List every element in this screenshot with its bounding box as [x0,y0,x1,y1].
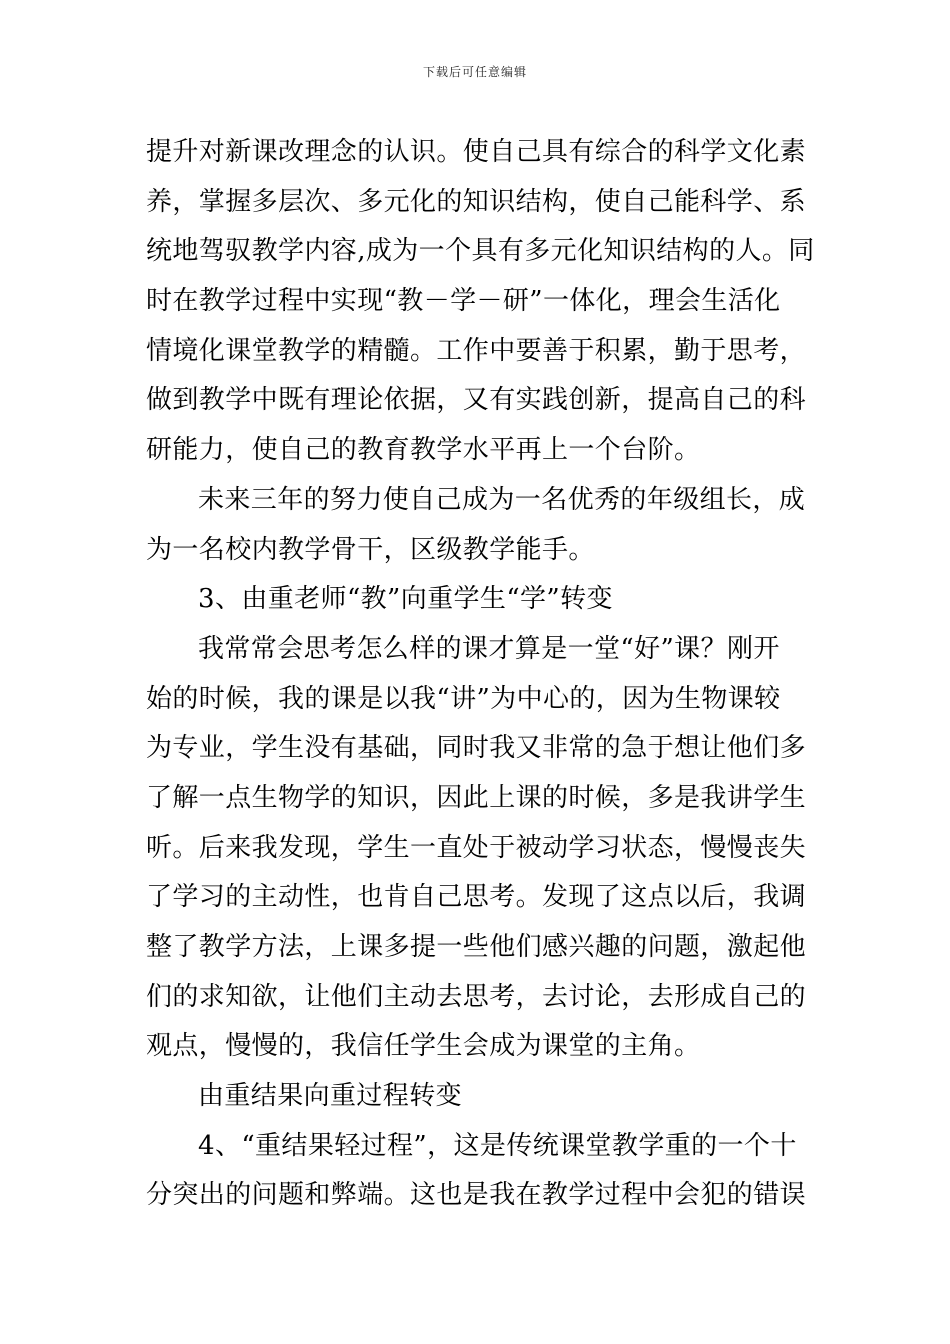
document-body [146,128,815,1221]
text-line: 情境化课堂教学的精髓。工作中要善于积累，勤于思考， [146,335,807,366]
text-line: 始的时候，我的课是以我“讲”为中心的，因为生物课较 [146,683,781,714]
text-line: 们的求知欲，让他们主动去思考，去讨论，去形成自己的 [146,981,807,1012]
text-line: 养，掌握多层次、多元化的知识结构，使自己能科学、系 [146,186,807,217]
text-line: 为专业，学生没有基础，同时我又非常的急于想让他们多 [146,733,807,764]
text-line: 时在教学过程中实现“教－学－研”一体化，理会生活化 [146,286,781,317]
text-line: 分突出的问题和弊端。这也是我在教学过程中会犯的错误 [146,1180,807,1211]
text-line: 统地驾驭教学内容,成为一个具有多元化知识结构的人。同 [146,236,815,267]
page-header: 下载后可任意编辑 [422,65,527,79]
paragraph-first-line: 未来三年的努力使自己成为一名优秀的年级组长，成 [198,484,806,515]
paragraph-first-line: 我常常会思考怎么样的课才算是一堂“好”课？刚开 [198,633,780,664]
text-line: 提升对新课改理念的认识。使自己具有综合的科学文化素 [146,137,807,167]
section-heading: 3、由重老师“教”向重学生“学”转变 [198,584,613,615]
section-heading: 由重结果向重过程转变 [198,1081,463,1112]
text-line: 了解一点生物学的知识，因此上课的时候，多是我讲学生 [146,782,807,813]
text-line: 观点，慢慢的，我信任学生会成为课堂的主角。 [146,1031,701,1062]
text-line: 做到教学中既有理论依据，又有实践创新，提高自己的科 [146,385,807,416]
text-line: 为一名校内教学骨干，区级教学能手。 [146,534,595,565]
paragraph-first-line: 4、“重结果轻过程”，这是传统课堂教学重的一个十 [198,1130,797,1161]
text-line: 整了教学方法，上课多提一些他们感兴趣的问题，激起他 [146,932,807,962]
text-line: 听。后来我发现，学生一直处于被动学习状态，慢慢丧失 [146,832,807,863]
text-line: 了学习的主动性，也肯自己思考。发现了这点以后，我调 [146,882,807,913]
text-line: 研能力，使自己的教育教学水平再上一个台阶。 [146,435,701,466]
